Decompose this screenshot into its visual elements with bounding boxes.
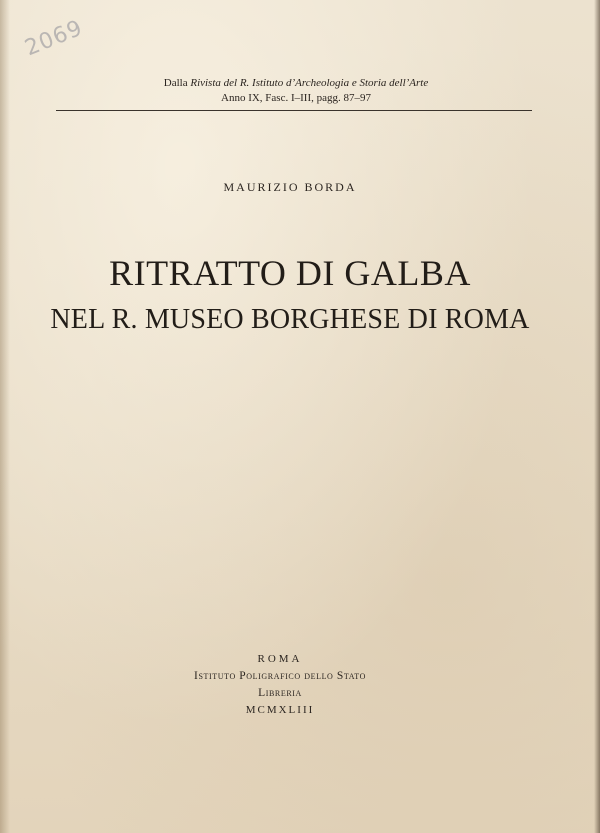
source-issue: Anno IX, Fasc. I–III, pagg. 87–97 (221, 92, 371, 104)
imprint-year: MCMXLIII (245, 704, 315, 716)
horizontal-rule (56, 110, 532, 111)
imprint-block (0, 651, 560, 719)
source-prefix: Dalla (163, 77, 191, 89)
source-citation (56, 76, 536, 106)
title-line-2: NEL R. MUSEO BORGHESE DI ROMA (50, 304, 530, 335)
author-name: MAURIZIO BORDA (223, 180, 357, 194)
source-journal: Rivista del R. Istituto d’Archeologia e Storia dell’Arte (190, 77, 429, 89)
title-line-1: RITRATTO DI GALBA (109, 253, 471, 293)
imprint-shop: Libreria (258, 687, 302, 699)
handwritten-pencil-note: 2069 (21, 15, 87, 62)
imprint-publisher: Istituto Poligrafico dello Stato (194, 670, 366, 682)
imprint-city: ROMA (257, 653, 303, 665)
source-journal-line (56, 76, 536, 91)
